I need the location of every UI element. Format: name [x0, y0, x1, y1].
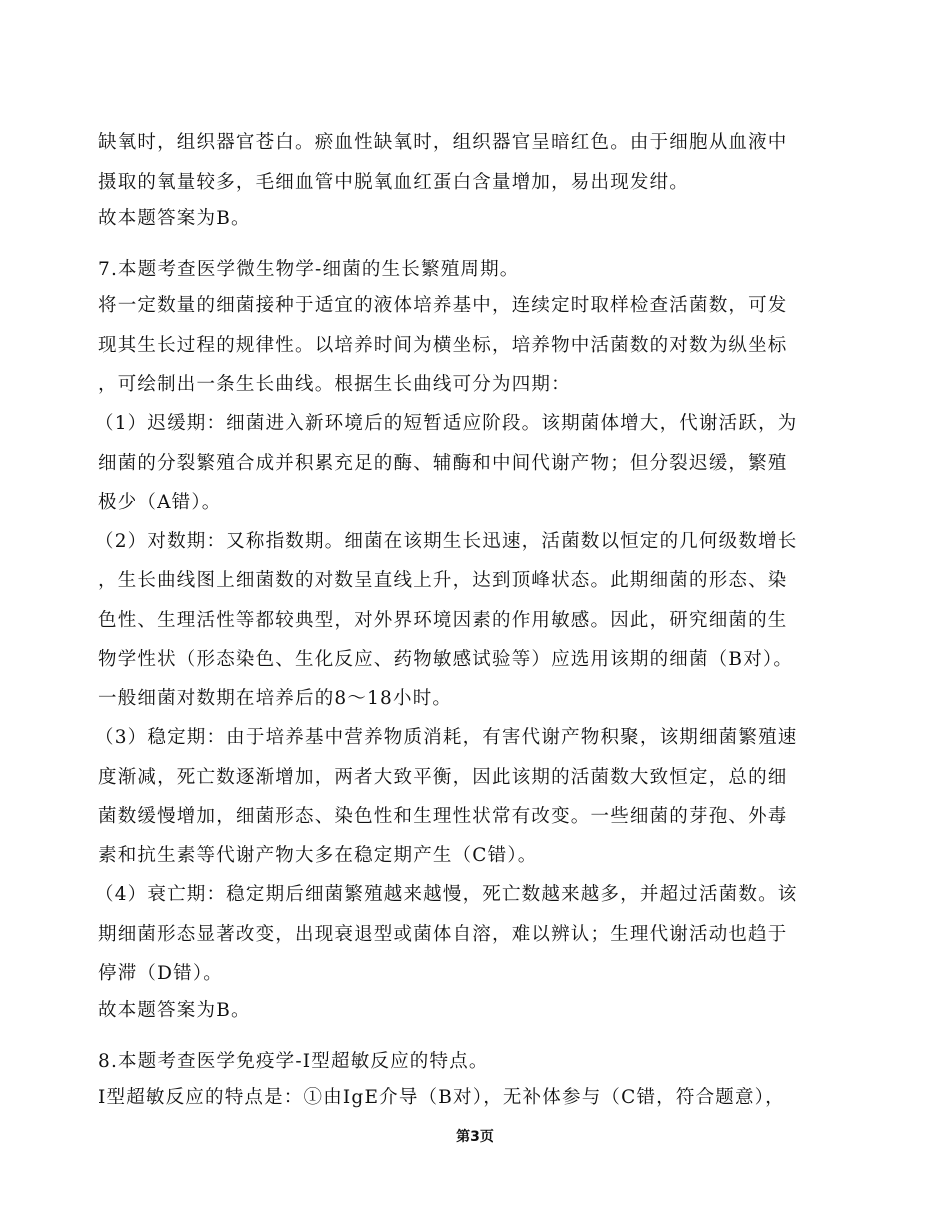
text-line: （4）衰亡期：稳定期后细菌繁殖越来越慢，死亡数越来越多，并超过活菌数。该	[95, 884, 798, 905]
text-line: Ⅰ型超敏反应的特点是：①由IgE介导（B对），无补体参与（C错，符合题意），	[98, 1087, 785, 1108]
text-line: 物学性状（形态染色、生化反应、药物敏感试验等）应选用该期的细菌（B对）。	[98, 649, 794, 670]
page-number: 第3页	[456, 1129, 494, 1145]
text-line: 细菌的分裂繁殖合成并积累充足的酶、辅酶和中间代谢产物；但分裂迟缓，繁殖	[98, 453, 788, 474]
text-line: 7.本题考查医学微生物学-细菌的生长繁殖周期。	[98, 259, 520, 280]
text-line: （3）稳定期：由于培养基中营养物质消耗，有害代谢产物积聚，该期细菌繁殖速	[95, 727, 798, 748]
text-line: 故本题答案为B。	[98, 208, 251, 229]
text-line: 度渐减，死亡数逐渐增加，两者大致平衡，因此该期的活菌数大致恒定，总的细	[98, 767, 788, 788]
text-line: 菌数缓慢增加，细菌形态、染色性和生理性状常有改变。一些细菌的芽孢、外毒	[98, 806, 788, 827]
text-line: 素和抗生素等代谢产物大多在稳定期产生（C错）。	[98, 845, 538, 866]
text-line: 色性、生理活性等都较典型，对外界环境因素的作用敏感。因此，研究细菌的生	[98, 610, 788, 631]
text-line: ，可绘制出一条生长曲线。根据生长曲线可分为四期：	[98, 374, 571, 395]
text-line: 停滞（D错）。	[98, 963, 223, 984]
text-line: 期细菌形态显著改变，出现衰退型或菌体自溶，难以辨认；生理代谢活动也趋于	[98, 924, 788, 945]
text-line: 极少（A错）。	[98, 492, 222, 513]
text-line: 故本题答案为B。	[98, 1000, 251, 1021]
text-line: ，生长曲线图上细菌数的对数呈直线上升，达到顶峰状态。此期细菌的形态、染	[98, 570, 788, 591]
text-line: 摄取的氧量较多，毛细血管中脱氧血红蛋白含量增加，易出现发绀。	[98, 172, 690, 193]
text-line: 缺氧时，组织器官苍白。瘀血性缺氧时，组织器官呈暗红色。由于细胞从血液中	[98, 132, 788, 153]
text-line: 一般细菌对数期在培养后的8～18小时。	[98, 688, 453, 709]
text-line: 8.本题考查医学免疫学-Ⅰ型超敏反应的特点。	[98, 1051, 489, 1072]
text-line: （1）迟缓期：细菌进入新环境后的短暂适应阶段。该期菌体增大，代谢活跃，为	[95, 413, 798, 434]
text-line: 将一定数量的细菌接种于适宜的液体培养基中，连续定时取样检查活菌数，可发	[98, 295, 788, 316]
text-line: 现其生长过程的规律性。以培养时间为横坐标，培养物中活菌数的对数为纵坐标	[98, 335, 788, 356]
text-line: （2）对数期：又称指数期。细菌在该期生长迅速，活菌数以恒定的几何级数增长	[95, 531, 798, 552]
